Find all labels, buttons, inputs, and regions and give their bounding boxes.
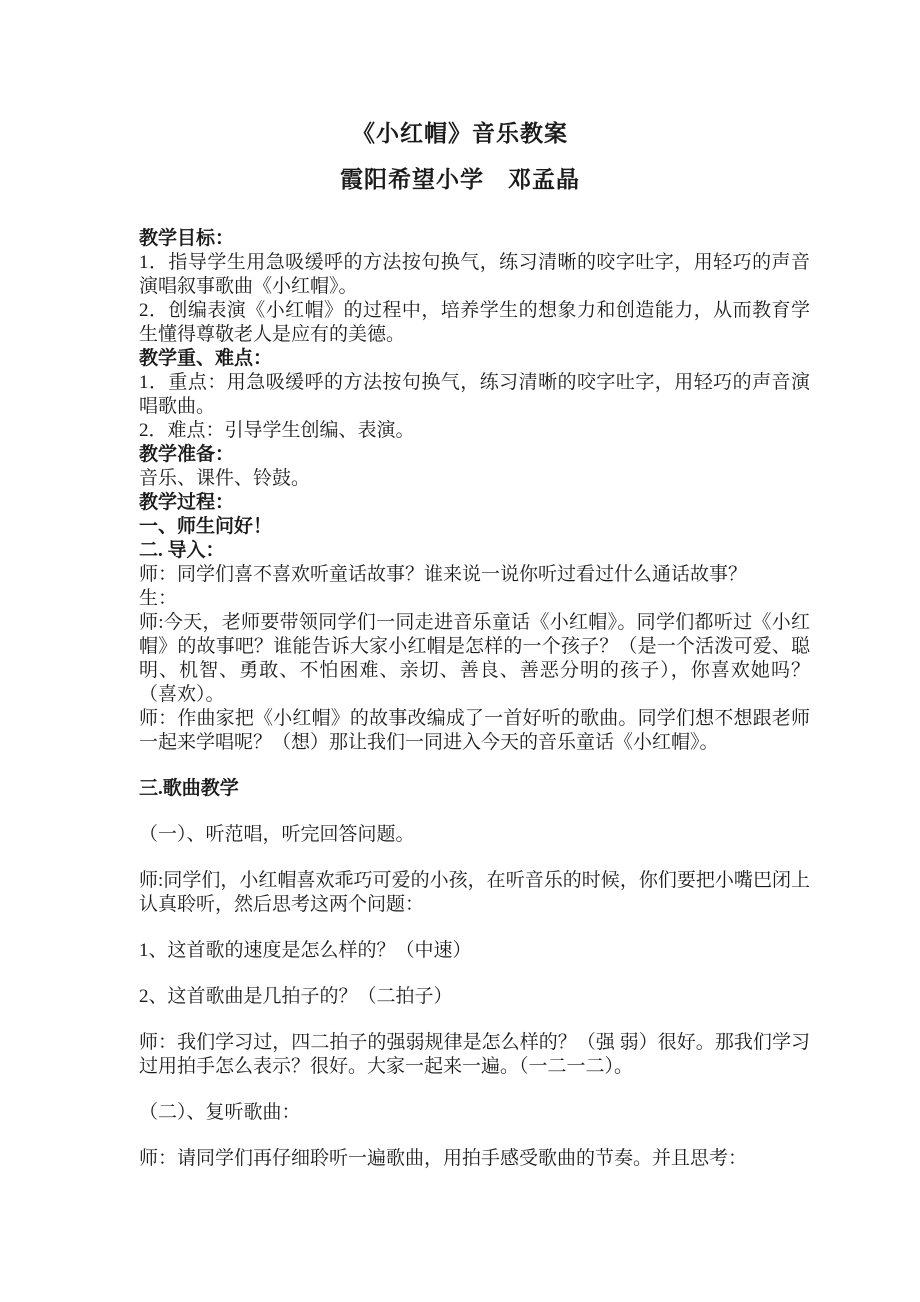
body-paragraph: （一）、听范唱，听完回答问题。 xyxy=(139,824,415,845)
body-paragraph: 生： xyxy=(139,588,178,609)
body-paragraph: 1．指导学生用急吸缓呼的方法按句换气，练习清晰的咬字吐字，用轻巧的声音演唱叙事歌曲《小红帽》。 xyxy=(139,252,810,297)
section-heading: 二. 导入： xyxy=(139,540,225,561)
section-heading: 教学重、难点： xyxy=(139,348,273,369)
body-paragraph: 音乐、课件、铃鼓。 xyxy=(139,468,311,489)
section-heading: 一、师生问好！ xyxy=(139,516,273,537)
body-paragraph: 2、这首歌曲是几拍子的？（二拍子） xyxy=(139,986,453,1007)
document-title: 《小红帽》音乐教案 xyxy=(352,121,568,146)
body-paragraph: （二）、复听歌曲： xyxy=(139,1102,301,1123)
body-paragraph: 1、这首歌的速度是怎么样的？（中速） xyxy=(139,940,472,961)
section-heading: 教学准备： xyxy=(139,444,235,465)
body-paragraph: 2．难点：引导学生创编、表演。 xyxy=(139,420,415,441)
section-heading: 教学过程： xyxy=(139,492,235,513)
section-heading: 教学目标： xyxy=(139,228,235,249)
document-byline: 霞阳希望小学 邓孟晶 xyxy=(340,167,580,192)
body-paragraph: 师：请同学们再仔细聆听一遍歌曲，用拍手感受歌曲的节奏。并且思考： xyxy=(139,1148,748,1169)
body-paragraph: 师:今天，老师要带领同学们一同走进音乐童话《小红帽》。同学们都听过《小红帽》的故事吧？谁能告诉大家小红帽是怎样的一个孩子？（是一个活泼可爱、聪明、机智、勇敢、不怕困难、亲切、善良、善恶分明的孩子），你喜欢她吗？（喜欢）。 xyxy=(139,612,810,705)
body-paragraph: 1．重点：用急吸缓呼的方法按句换气，练习清晰的咬字吐字，用轻巧的声音演唱歌曲。 xyxy=(139,372,810,417)
document-header xyxy=(0,0,920,195)
body-paragraph: 师：我们学习过，四二拍子的强弱规律是怎么样的？（强 弱）很好。那我们学习过用拍手怎么表示？很好。大家一起来一遍。（一二一二）。 xyxy=(139,1032,810,1077)
section-heading: 三.歌曲教学 xyxy=(139,778,239,799)
document-body xyxy=(139,227,810,1171)
body-paragraph: 师:同学们，小红帽喜欢乖巧可爱的小孩，在听音乐的时候，你们要把小嘴巴闭上认真聆听，然后思考这两个问题： xyxy=(139,870,810,915)
body-paragraph: 2．创编表演《小红帽》的过程中，培养学生的想象力和创造能力，从而教育学生懂得尊敬老人是应有的美德。 xyxy=(139,300,810,345)
body-paragraph: 师：同学们喜不喜欢听童话故事？谁来说一说你听过看过什么通话故事？ xyxy=(139,564,748,585)
body-paragraph: 师：作曲家把《小红帽》的故事改编成了一首好听的歌曲。同学们想不想跟老师一起来学唱呢？（想）那让我们一同进入今天的音乐童话《小红帽》。 xyxy=(139,708,810,753)
